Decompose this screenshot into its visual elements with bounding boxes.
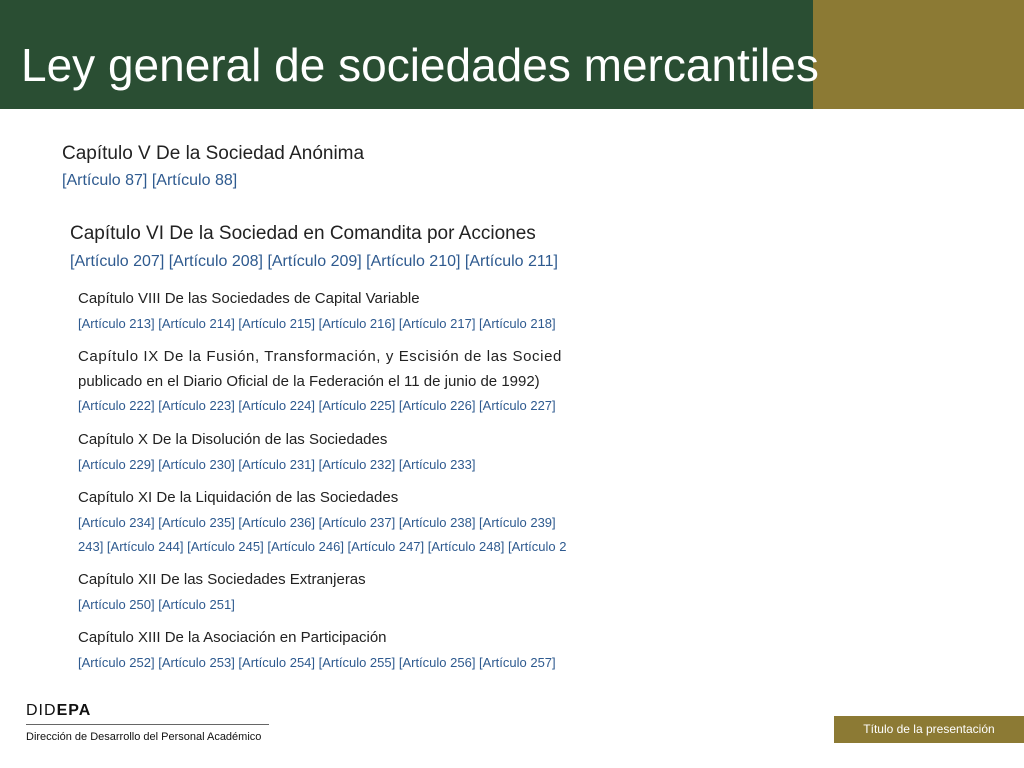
- chapter-heading: Capítulo XII De las Sociedades Extranjeras: [78, 571, 366, 588]
- article-links[interactable]: [Artículo 222] [Artículo 223] [Artículo 224] [Artículo 225] [Artículo 226] [Artículo 227]: [78, 398, 556, 413]
- article-links[interactable]: [Artículo 234] [Artículo 235] [Artículo 236] [Artículo 237] [Artículo 238] [Artículo 239]: [78, 515, 556, 530]
- article-links[interactable]: [Artículo 229] [Artículo 230] [Artículo 231] [Artículo 232] [Artículo 233]: [78, 457, 476, 472]
- didepa-logo: [26, 702, 271, 743]
- article-links-continued[interactable]: 243] [Artículo 244] [Artículo 245] [Artículo 246] [Artículo 247] [Artículo 248] [Artículo 2: [78, 539, 567, 554]
- logo-name: DIDEPA: [26, 702, 92, 719]
- chapter-heading-continued: publicado en el Diario Oficial de la Federación el 11 de junio de 1992): [78, 373, 540, 390]
- chapter-heading: Capítulo VIII De las Sociedades de Capital Variable: [78, 290, 420, 307]
- chapter-heading: Capítulo X De la Disolución de las Sociedades: [78, 431, 388, 448]
- slide-title: Ley general de sociedades mercantiles: [21, 39, 819, 91]
- article-links[interactable]: [Artículo 250] [Artículo 251]: [78, 597, 235, 612]
- presentation-title-tag: Título de la presentación: [834, 716, 1024, 743]
- logo-divider: [26, 724, 269, 725]
- chapter-heading: Capítulo V De la Sociedad Anónima: [62, 143, 365, 164]
- article-links[interactable]: [Artículo 213] [Artículo 214] [Artículo 215] [Artículo 216] [Artículo 217] [Artículo 218]: [78, 316, 556, 331]
- article-links[interactable]: [Artículo 252] [Artículo 253] [Artículo 254] [Artículo 255] [Artículo 256] [Artículo 257]: [78, 655, 556, 670]
- article-links-clip: [78, 539, 601, 559]
- chapter-heading: Capítulo VI De la Sociedad en Comandita por Acciones: [70, 223, 536, 244]
- logo-subtitle: Dirección de Desarrollo del Personal Académico: [26, 731, 262, 743]
- article-links[interactable]: [Artículo 207] [Artículo 208] [Artículo 209] [Artículo 210] [Artículo 211]: [70, 253, 558, 270]
- chapter-heading-clip: [78, 348, 601, 370]
- article-links[interactable]: [Artículo 87] [Artículo 88]: [62, 172, 238, 189]
- chapter-heading: Capítulo IX De la Fusión, Transformación, y Escisión de las Socied: [78, 348, 562, 365]
- chapter-heading: Capítulo XIII De la Asociación en Participación: [78, 629, 387, 646]
- chapter-heading: Capítulo XI De la Liquidación de las Sociedades: [78, 489, 399, 506]
